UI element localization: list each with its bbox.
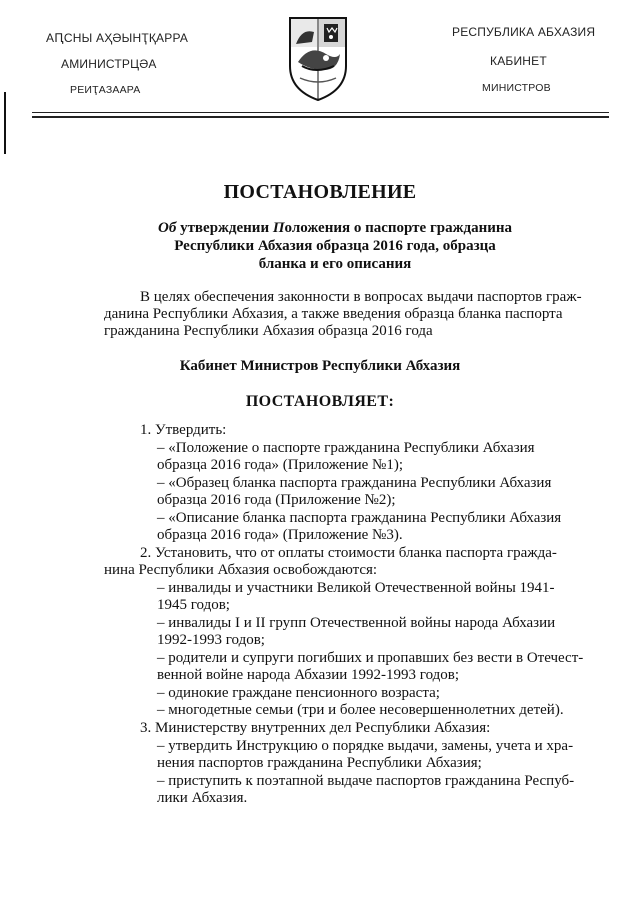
header-rule-top xyxy=(32,112,609,113)
document-title: ПОСТАНОВЛЕНИЕ xyxy=(223,181,417,203)
item-2-line-9: – одинокие граждане пенсионного возраста; xyxy=(157,685,440,701)
subtitle-line-2: Республики Абхазия образца 2016 года, образца xyxy=(174,238,496,254)
item-2-line-10: – многодетные семьи (три и более несовершеннолетних детей). xyxy=(157,702,564,718)
item-2-line-2: нина Республики Абхазия освобождаются: xyxy=(104,562,378,578)
item-2-line-8: венной войне народа Абхазии 1992-1993 годов; xyxy=(157,667,460,683)
preamble-line-2: данина Республики Абхазия, а также введения образца бланка паспорта xyxy=(104,306,563,322)
margin-binding-line xyxy=(4,92,6,154)
authority-heading: Кабинет Министров Республики Абхазия xyxy=(179,358,461,374)
preamble-line-1: В целях обеспечения законности в вопросах выдачи паспортов граж- xyxy=(140,289,582,305)
item-3-line-4: – приступить к поэтапной выдаче паспортов гражданина Респуб- xyxy=(157,773,575,789)
item-2-line-4: 1945 годов; xyxy=(157,597,230,613)
item-1-line-6: – «Описание бланка паспорта гражданина Республики Абхазия xyxy=(157,510,562,526)
item-1-line-2: – «Положение о паспорте гражданина Республики Абхазия xyxy=(157,440,535,456)
header-rule-bottom xyxy=(32,116,609,118)
preamble-line-3: гражданина Республики Абхазия образца 2016 года xyxy=(104,323,433,339)
subtitle-line-1 xyxy=(130,219,540,237)
subtitle-line-3: бланка и его описания xyxy=(258,256,412,272)
item-2-line-7: – родители и супруги погибших и пропавших без вести в Отечест- xyxy=(157,650,584,666)
item-1-line-5: образца 2016 года (Приложение №2); xyxy=(157,492,396,508)
item-2-line-6: 1992-1993 годов; xyxy=(157,632,265,648)
header-right-line-3: МИНИСТРОВ xyxy=(482,82,551,94)
item-3-line-5: лики Абхазия. xyxy=(157,790,248,806)
item-3-line-2: – утвердить Инструкцию о порядке выдачи, замены, учета и хра- xyxy=(157,738,574,754)
subtitle-rest: оложения о паспорте гражданина xyxy=(284,220,513,236)
header-right-line-1: РЕСПУБЛИКА АБХАЗИЯ xyxy=(452,25,596,39)
document-subtitle xyxy=(130,219,540,273)
subtitle-italic-1: Об xyxy=(157,220,177,236)
subtitle-italic-2: П xyxy=(272,220,285,236)
item-2-line-3: – инвалиды и участники Великой Отечественной войны 1941- xyxy=(157,580,555,596)
header-left-line-1: АԤСНЫ АҲӘЫНҬҚАРРА xyxy=(46,31,189,45)
coat-of-arms-icon xyxy=(286,14,350,102)
item-3-line-3: нения паспортов гражданина Республики Абхазия; xyxy=(157,755,482,771)
item-1-line-1: 1. Утвердить: xyxy=(140,422,227,438)
hand-stars-icon xyxy=(324,24,338,42)
header-left-line-3: РЕИҬАЗААРА xyxy=(70,84,141,96)
header-left-line-2: АМИНИСТРЦӘА xyxy=(61,57,157,71)
item-1-line-3: образца 2016 года» (Приложение №1); xyxy=(157,457,404,473)
item-3-line-1: 3. Министерству внутренних дел Республики Абхазия: xyxy=(140,720,491,736)
item-2-line-5: – инвалиды I и II групп Отечественной войны народа Абхазии xyxy=(157,615,556,631)
item-1-line-4: – «Образец бланка паспорта гражданина Республики Абхазия xyxy=(157,475,552,491)
item-2-line-1: 2. Установить, что от оплаты стоимости бланка паспорта гражда- xyxy=(140,545,557,561)
item-1-line-7: образца 2016 года» (Приложение №3). xyxy=(157,527,403,543)
subtitle-mid: утверждении xyxy=(176,220,273,236)
header-right-line-2: КАБИНЕТ xyxy=(490,54,547,68)
resolves-heading: ПОСТАНОВЛЯЕТ: xyxy=(245,393,395,410)
